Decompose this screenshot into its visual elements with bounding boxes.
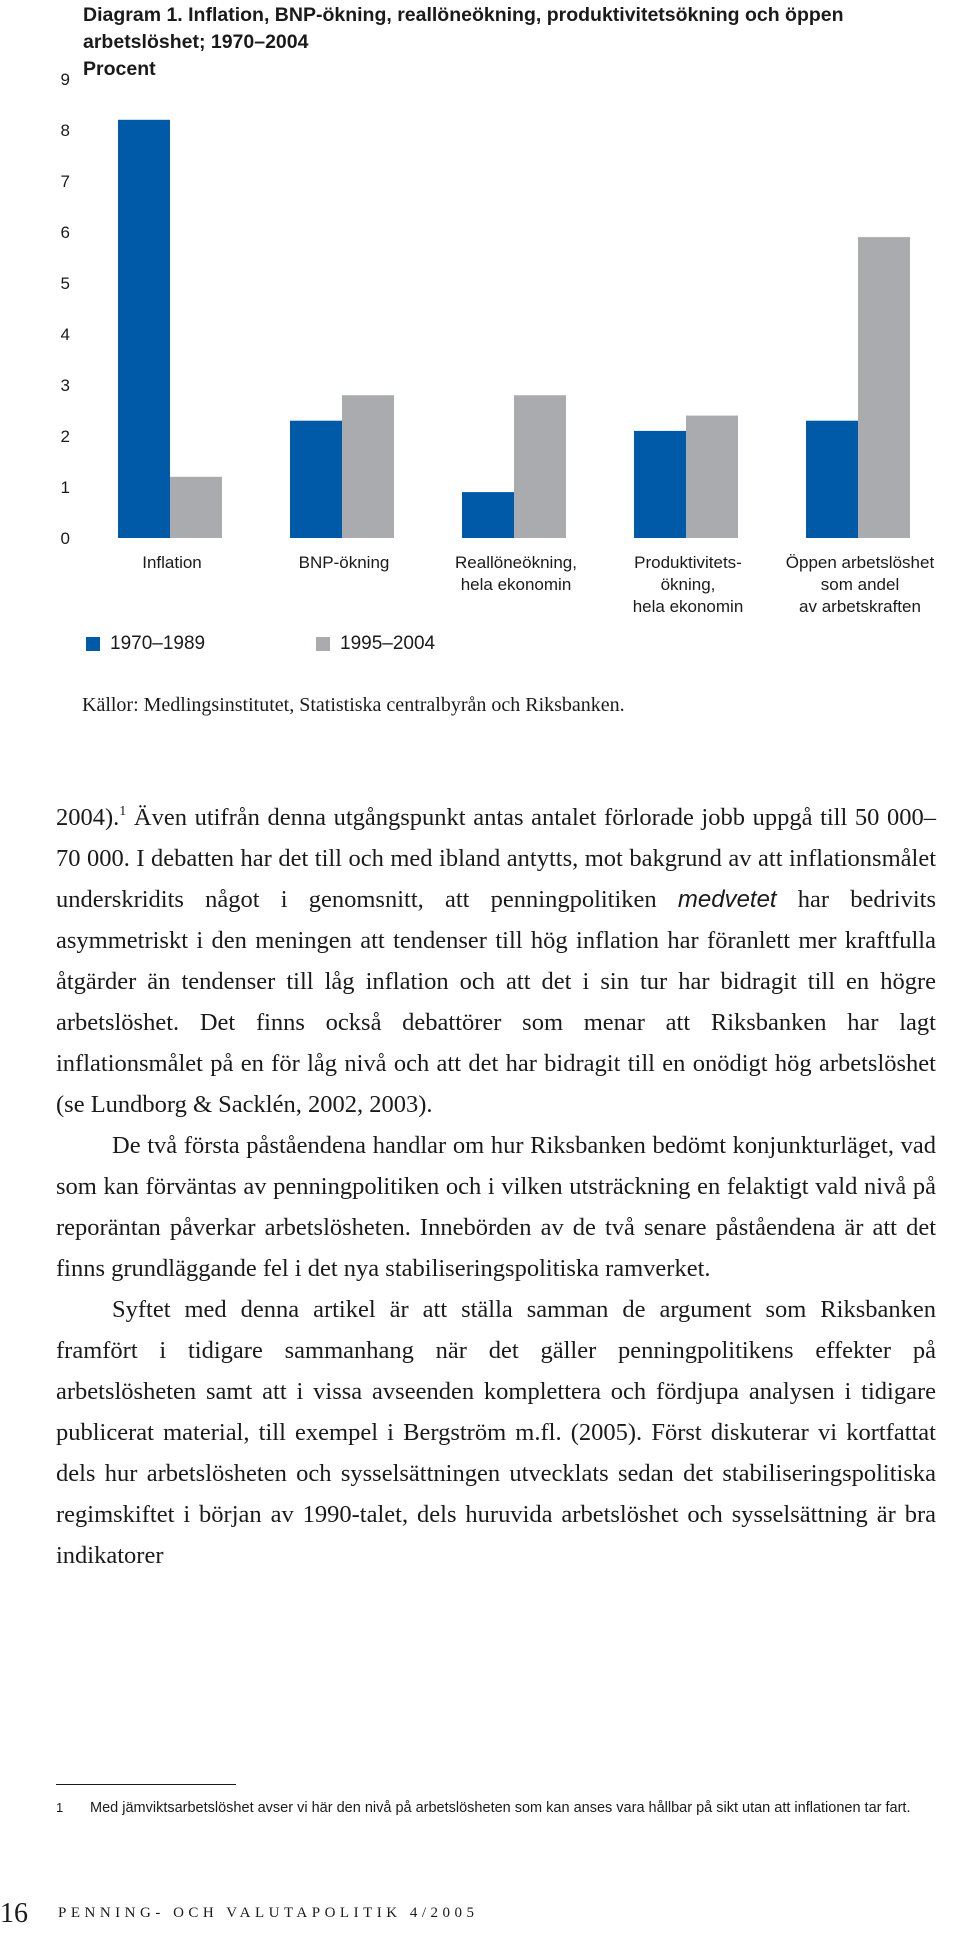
figure-unit-label: Procent	[83, 58, 156, 80]
category-label: Öppen arbetslöshet	[785, 553, 935, 572]
legend-swatch-series-2	[316, 637, 330, 651]
bar-series-2	[686, 416, 738, 538]
y-tick-label: 9	[60, 70, 70, 89]
footnote-divider	[56, 1784, 236, 1785]
paragraph-2: De två första påståendena handlar om hur Riksbanken bedömt konjunkturläget, vad som kan förväntas av penningpolitiken och i vilken utsträckning en felaktigt vald nivå på reporäntan påverkar arbetslösheten. Innebörden av de två senare påståendena är att det finns grundläggande fel i det nya stabiliseringspolitiska ramverket.	[56, 1132, 936, 1282]
figure-title-line-2: arbetslöshet; 1970–2004	[83, 31, 309, 53]
footnote	[56, 1796, 936, 1820]
running-head: PENNING- OCH VALUTAPOLITIK 4/2005	[58, 1905, 479, 1921]
footnote-number: 1	[56, 1800, 64, 1815]
bar-series-2	[342, 395, 394, 538]
page-number: 16	[0, 1898, 28, 1929]
legend-item-series-2	[316, 633, 435, 655]
y-tick-label: 6	[60, 223, 70, 242]
paragraph-3: Syftet med denna artikel är att ställa samman de argument som Riksbanken framfört i tidigare sammanhang när det gäller penningpolitikens effekter på arbetslösheten samt att i vissa avseenden komplettera och fördjupa analysen i tidigare publicerat material, till exempel i Bergström m.fl. (2005). Först diskuterar vi kortfattat dels hur arbetslösheten och sysselsättningen utvecklats sedan det stabiliseringspolitiska regimskiftet i början av 1990-talet, dels huruvida arbetslöshet och sysselsättning är bra indikatorer	[56, 1296, 936, 1569]
category-label: av arbetskraften	[799, 597, 921, 616]
category-label: ökning,	[660, 575, 716, 594]
y-tick-label: 0	[60, 529, 70, 548]
y-tick-label: 3	[60, 376, 70, 395]
category-label: som andel	[820, 575, 900, 594]
bar-chart	[0, 0, 960, 640]
y-tick-label: 5	[60, 274, 70, 293]
category-label: Reallöneökning,	[455, 553, 577, 572]
y-tick-label: 8	[60, 121, 70, 140]
bar-series-1	[290, 421, 342, 538]
legend-item-series-1	[86, 633, 205, 655]
bar-series-2	[170, 477, 222, 538]
bar-series-1	[118, 120, 170, 538]
figure-source: Källor: Medlingsinstitutet, Statistiska centralbyrån och Riksbanken.	[82, 694, 625, 716]
y-tick-label: 7	[60, 172, 70, 191]
bar-series-1	[634, 431, 686, 538]
y-tick-label: 4	[60, 325, 70, 344]
bar-series-1	[806, 421, 858, 538]
footnote-text: Med jämviktsarbetslöshet avser vi här den nivå på arbetslösheten som kan anses vara hållbar på sikt utan att inflationen tar fart.	[90, 1800, 911, 1816]
body-text	[56, 797, 936, 1576]
paragraph-1-end: har bedrivits asymmetriskt i den meningen att tendenser till hög inflation har föranlett mer kraftfulla åtgärder än tendenser till låg inflation och att det i sin tur har bidragit till en högre arbetslöshet. Det finns också debattörer som menar att Riksbanken har lagt inflationsmålet på en för låg nivå och att det har bidragit till en onödigt hög arbetslöshet (se Lundborg & Sacklén, 2002, 2003).	[56, 886, 937, 1118]
category-label: hela ekonomin	[632, 597, 744, 616]
paragraph-1-start: 2004).	[56, 804, 120, 831]
y-tick-label: 2	[60, 427, 70, 446]
footnote-reference: 1	[119, 804, 127, 819]
paragraph-1-middle: Även utifrån denna utgångspunkt antas antalet förlorade jobb uppgå till 50 000–70 000. I debatten har det till och med ibland antytts, mot bakgrund av att inflationsmålet underskridits något i genomsnitt, att penningpolitiken	[56, 804, 936, 913]
bar-series-2	[858, 237, 910, 538]
bar-series-2	[514, 395, 566, 538]
category-label: Produktivitets-	[634, 553, 742, 572]
category-label: BNP-ökning	[298, 553, 390, 572]
paragraph-1	[56, 797, 936, 1125]
emphasis-word: medvetet	[677, 886, 777, 913]
figure-title-line-1: Diagram 1. Inflation, BNP-ökning, reallöneökning, produktivitetsökning och öppen	[83, 4, 844, 26]
bar-series-1	[462, 492, 514, 538]
category-label: hela ekonomin	[460, 575, 572, 594]
y-tick-label: 1	[60, 478, 70, 497]
legend-swatch-series-1	[86, 637, 100, 651]
legend-label-series-2: 1995–2004	[340, 633, 436, 654]
legend-label-series-1: 1970–1989	[110, 633, 206, 654]
category-label: Inflation	[142, 553, 202, 572]
